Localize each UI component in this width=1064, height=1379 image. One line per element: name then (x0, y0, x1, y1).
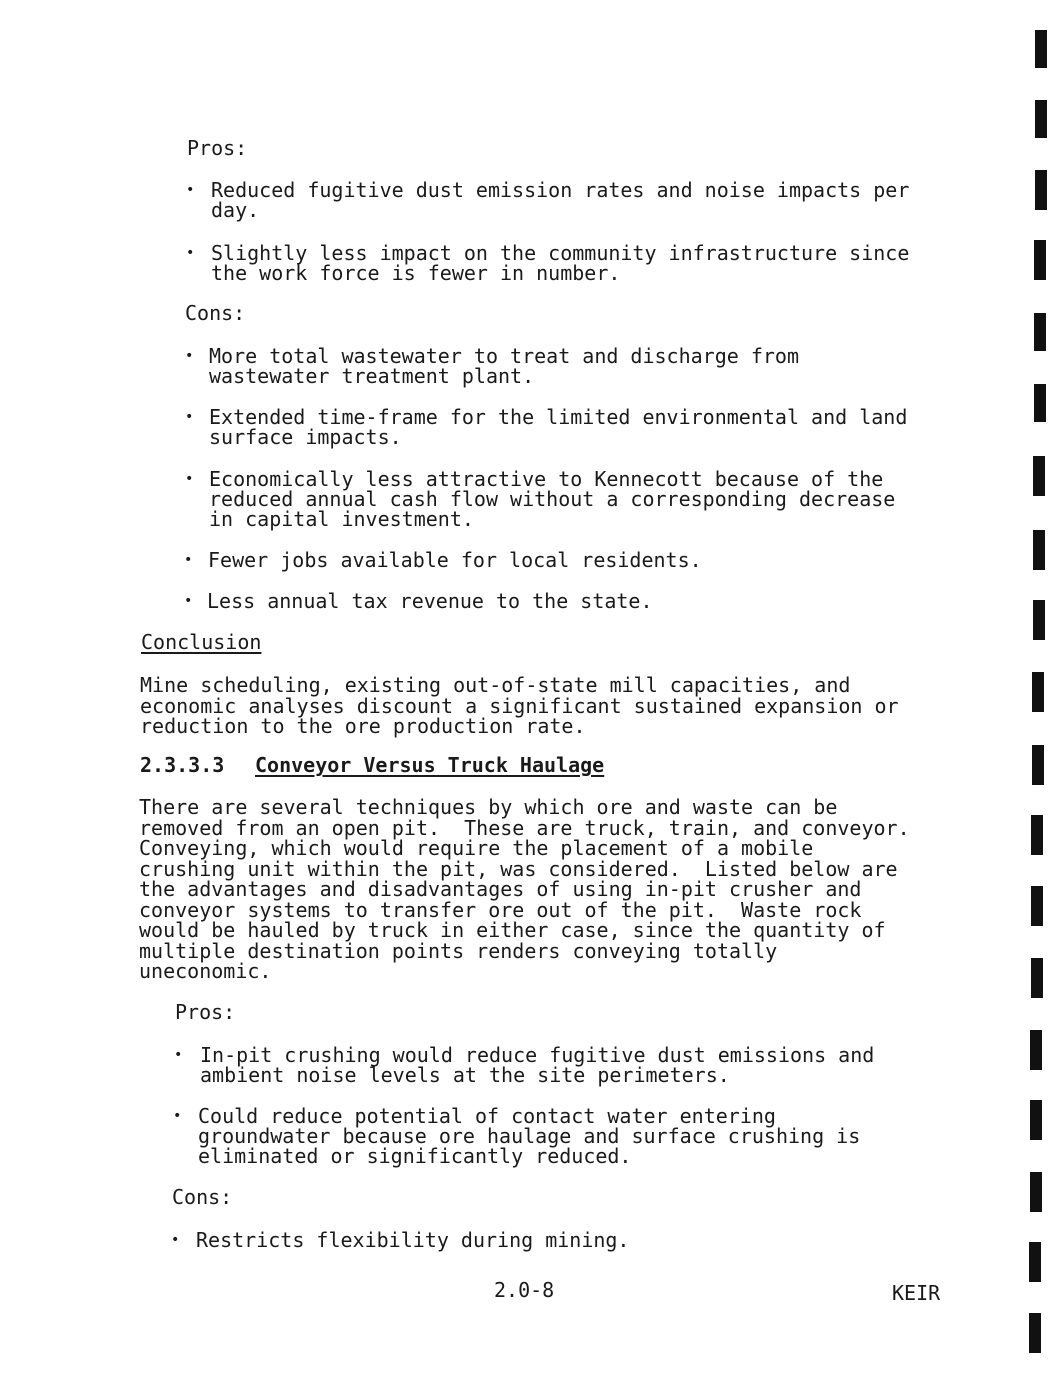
pros-item: Could reduce potential of contact water entering groundwater because ore haulage and surface crushing is eliminated or significantly reduced. (198, 1104, 861, 1168)
cons-label: Cons: (185, 301, 246, 325)
pros-label: Pros: (175, 1000, 236, 1024)
section-body-text: There are several techniques by which ore and waste can be removed from an open pit. These are truck, train, and conveyor. Conveying, which would require the placement of a mobile crushing unit within the pit, was considered. Listed below are the advantages and disadvantages of using in-pit crusher and conveyor systems to transfer ore out of the pit. Waste rock would be hauled by truck in either case, since the quantity of multiple destination points renders conveying totally uneconomic. (139, 795, 910, 983)
revision-bar (1030, 1100, 1042, 1140)
revision-bar (1032, 745, 1044, 785)
cons-item: Restricts flexibility during mining. (196, 1228, 630, 1252)
revision-bar (1033, 600, 1045, 640)
cons-item: Fewer jobs available for local residents. (208, 548, 702, 572)
bullet-icon: • (186, 182, 195, 198)
revision-bar (1031, 886, 1043, 926)
bullet-icon: • (186, 245, 195, 261)
cons-item: More total wastewater to treat and discharge from wastewater treatment plant. (209, 344, 800, 388)
bullet-icon: • (184, 552, 193, 568)
page-number: 2.0-8 (494, 1278, 555, 1302)
revision-bar (1033, 530, 1045, 570)
revision-bar (1034, 240, 1046, 280)
revision-bar (1031, 958, 1043, 998)
revision-bar (1035, 170, 1047, 210)
revision-bar (1030, 1030, 1042, 1070)
bullet-icon: • (185, 471, 194, 487)
revision-bar (1035, 30, 1047, 68)
cons-item: Economically less attractive to Kennecott because of the reduced annual cash flow without a corresponding decrease in capital investment. (209, 467, 896, 531)
pros-item: In-pit crushing would reduce fugitive dust emissions and ambient noise levels at the site perimeters. (200, 1043, 875, 1087)
revision-bar (1033, 456, 1045, 496)
document-id: KEIR (892, 1281, 941, 1305)
revision-bar (1030, 1172, 1042, 1212)
bullet-icon: • (185, 348, 194, 364)
revision-bar (1034, 384, 1046, 422)
pros-label: Pros: (187, 136, 248, 160)
conclusion-heading: Conclusion (141, 630, 262, 654)
revision-bar (1034, 313, 1046, 351)
bullet-icon: • (174, 1047, 183, 1063)
revision-bar (1035, 100, 1047, 138)
pros-item: Reduced fugitive dust emission rates and noise impacts per day. (211, 178, 910, 222)
cons-item: Less annual tax revenue to the state. (207, 589, 653, 613)
cons-item: Extended time-frame for the limited environmental and land surface impacts. (209, 405, 908, 449)
bullet-icon: • (171, 1232, 180, 1248)
cons-label: Cons: (172, 1185, 233, 1209)
pros-item: Slightly less impact on the community infrastructure since the work force is fewer in number. (211, 241, 910, 285)
section-title: Conveyor Versus Truck Haulage (255, 753, 605, 777)
conclusion-text: Mine scheduling, existing out-of-state mill capacities, and economic analyses discount a significant sustained expansion or reduction to the ore production rate. (140, 673, 899, 738)
bullet-icon: • (173, 1108, 182, 1124)
section-number: 2.3.3.3 (140, 753, 225, 777)
revision-bar (1029, 1242, 1041, 1282)
revision-bar (1031, 815, 1043, 855)
revision-bar (1029, 1313, 1041, 1353)
revision-bar (1032, 672, 1044, 712)
bullet-icon: • (185, 409, 194, 425)
bullet-icon: • (184, 593, 193, 609)
